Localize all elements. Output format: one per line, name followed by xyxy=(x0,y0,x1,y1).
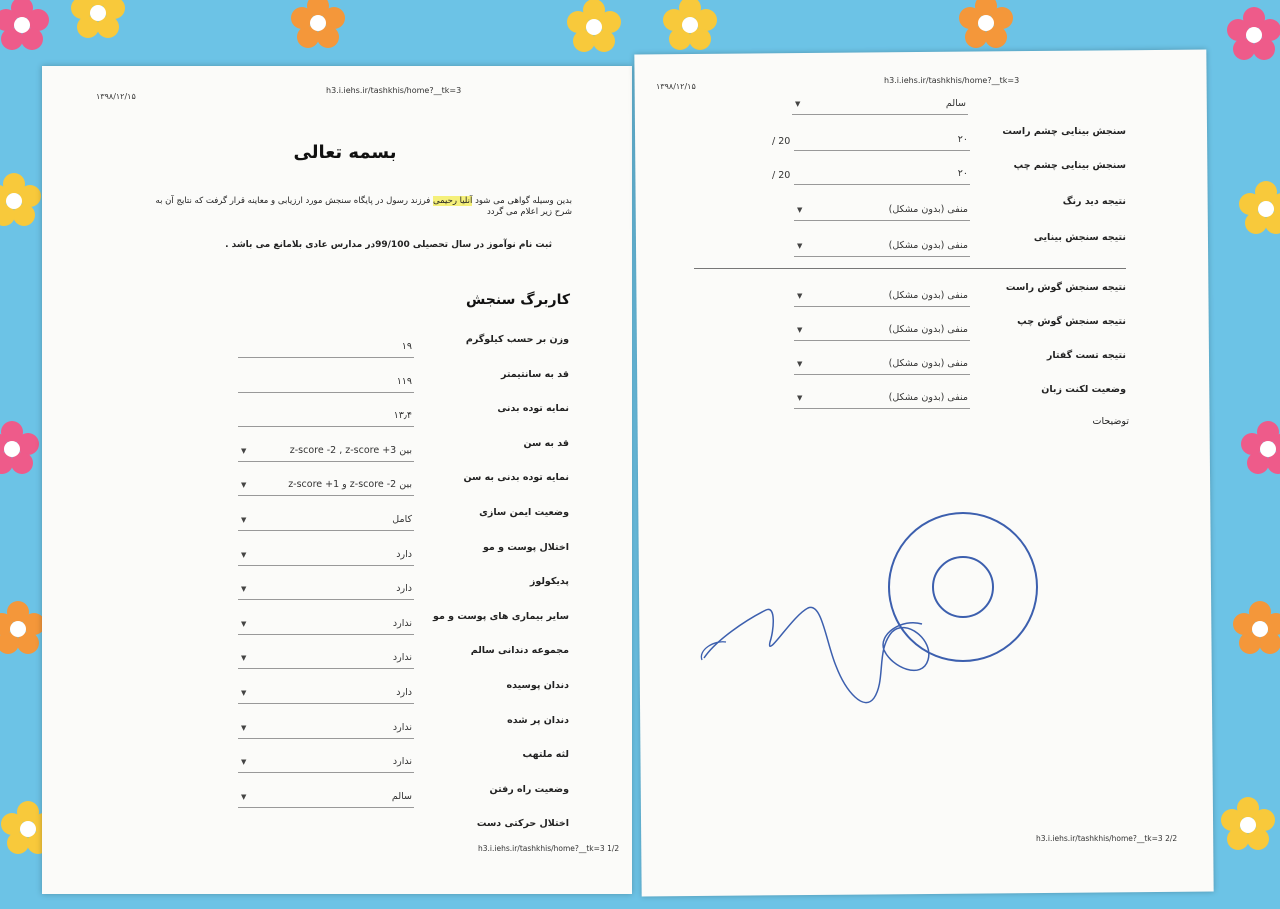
student-name: آنلیا رحیمی xyxy=(433,196,473,206)
chevron-down-icon: ▼ xyxy=(797,360,803,368)
field-label: مجموعه دندانی سالم xyxy=(470,645,569,657)
field-label: وضعیت راه رفتن xyxy=(489,783,569,795)
flower-decoration xyxy=(566,0,622,54)
field-input[interactable] xyxy=(238,787,414,808)
signature xyxy=(696,580,956,720)
field-label: نتیجه سنجش گوش راست xyxy=(1005,282,1126,293)
field-label: قد به سن xyxy=(523,437,569,449)
chevron-down-icon: ▼ xyxy=(241,481,247,490)
field-value: دارد xyxy=(396,583,412,595)
intro-after: فرزند رسول در پایگاه سنجش مورد ارزیابی و معاینه قرار گرفت که نتایج آن به شرح زیر اعلام می گردد xyxy=(155,196,572,217)
certificate-intro xyxy=(138,196,572,218)
chevron-down-icon: ▼ xyxy=(241,516,247,524)
field-label: لثه ملتهب xyxy=(522,749,569,761)
chevron-down-icon: ▼ xyxy=(797,292,803,300)
intro-before: بدین وسیله گواهی می شود xyxy=(475,196,572,206)
field-input[interactable] xyxy=(238,510,414,531)
field-input[interactable] xyxy=(794,320,970,341)
field-label: وضعیت لکنت زبان xyxy=(1041,384,1126,395)
field-value: دارد xyxy=(396,548,412,560)
flower-decoration xyxy=(1238,180,1280,236)
field-value: بین z-score -2 و z-score +1 xyxy=(288,479,412,491)
flower-decoration xyxy=(958,0,1014,50)
chevron-down-icon: ▼ xyxy=(241,619,247,628)
field-label: نتیجه سنجش بینایی xyxy=(1033,232,1126,243)
flower-decoration xyxy=(0,420,40,476)
chevron-down-icon: ▼ xyxy=(795,100,801,108)
field-label: اختلال حرکتی دست xyxy=(476,818,569,830)
acuity-unit: / 20 xyxy=(772,136,791,147)
field-input[interactable] xyxy=(794,388,970,409)
field-label: وضعیت ایمن سازی xyxy=(479,507,569,518)
top-dropdown[interactable] xyxy=(792,94,968,115)
left-header-url: h3.i.iehs.ir/tashkhis/home?__tk=3 xyxy=(326,86,462,95)
field-value: کامل xyxy=(392,514,412,525)
field-label: نتیجه دید رنگ xyxy=(1062,196,1126,207)
field-label: نتیجه سنجش گوش چپ xyxy=(1017,316,1126,327)
field-label: سنجش بینایی چشم چپ xyxy=(1013,160,1126,171)
field-input[interactable] xyxy=(238,614,414,635)
field-value: ۱۱۹ xyxy=(396,375,412,387)
chevron-down-icon: ▼ xyxy=(797,242,803,250)
field-value: ۱۳٫۴ xyxy=(393,410,412,422)
flower-decoration xyxy=(290,0,346,50)
field-value: ندارد xyxy=(392,617,412,629)
field-label: سنجش بینایی چشم راست xyxy=(1002,126,1126,137)
field-input[interactable] xyxy=(238,752,414,773)
field-value: منفی (بدون مشکل) xyxy=(888,392,968,403)
section-divider xyxy=(694,268,1126,269)
field-label: اختلال پوست و مو xyxy=(482,541,569,553)
field-value: منفی (بدون مشکل) xyxy=(888,204,968,215)
flower-decoration xyxy=(70,0,126,40)
right-date: ۱۳۹۸/۱۲/۱۵ xyxy=(656,82,696,91)
left-date: ۱۳۹۸/۱۲/۱۵ xyxy=(96,92,136,101)
chevron-down-icon: ▼ xyxy=(241,792,247,801)
flower-decoration xyxy=(0,600,46,656)
field-input[interactable] xyxy=(238,475,414,496)
field-label: دندان پوسیده xyxy=(506,680,569,691)
field-value: ۲۰ xyxy=(957,134,968,145)
flower-decoration xyxy=(0,172,42,228)
field-input[interactable] xyxy=(238,337,414,358)
section-title: کاربرگ سنجش xyxy=(466,292,570,308)
flower-decoration xyxy=(1226,6,1280,62)
field-label: قد به سانتیمتر xyxy=(500,368,569,380)
field-input[interactable] xyxy=(794,286,970,307)
field-input[interactable] xyxy=(794,200,970,221)
chevron-down-icon: ▼ xyxy=(797,206,803,214)
field-input[interactable] xyxy=(794,236,970,257)
top-dropdown-value: سالم xyxy=(945,98,966,109)
field-value: منفی (بدون مشکل) xyxy=(888,290,968,301)
field-input[interactable] xyxy=(238,683,414,704)
field-value: منفی (بدون مشکل) xyxy=(888,240,968,251)
field-input[interactable] xyxy=(238,372,414,393)
page-title: بسمه تعالی xyxy=(293,142,397,163)
right-footer: h3.i.iehs.ir/tashkhis/home?__tk=3 2/2 xyxy=(1036,834,1178,843)
right-header-url: h3.i.iehs.ir/tashkhis/home?__tk=3 xyxy=(884,76,1020,85)
registration-note: ثبت نام نوآموز در سال تحصیلی 99/100در مدارس عادی بلامانع می باشد . xyxy=(225,240,552,250)
chevron-down-icon: ▼ xyxy=(241,446,247,455)
field-value: ندارد xyxy=(392,721,412,733)
field-label: دندان پر شده xyxy=(507,714,569,726)
field-label: نمایه توده بدنی به سن xyxy=(463,472,569,484)
field-value: دارد xyxy=(396,687,412,698)
field-value: منفی (بدون مشکل) xyxy=(888,324,968,335)
flower-decoration xyxy=(1232,600,1280,656)
field-input[interactable] xyxy=(238,545,414,566)
field-input[interactable] xyxy=(794,130,970,151)
field-input[interactable] xyxy=(238,579,414,600)
field-value: بین z-score -2 , z-score +3 xyxy=(289,444,412,456)
chevron-down-icon: ▼ xyxy=(797,326,803,334)
chevron-down-icon: ▼ xyxy=(241,723,247,732)
field-input[interactable] xyxy=(794,354,970,375)
field-input[interactable] xyxy=(238,648,414,669)
chevron-down-icon: ▼ xyxy=(241,550,247,559)
field-value: ۲۰ xyxy=(957,168,968,179)
notes-label: توضیحات xyxy=(1092,416,1129,427)
field-input[interactable] xyxy=(794,164,970,185)
field-value: سالم xyxy=(391,790,412,802)
chevron-down-icon: ▼ xyxy=(241,689,247,697)
left-footer: h3.i.iehs.ir/tashkhis/home?__tk=3 1/2 xyxy=(478,844,620,853)
chevron-down-icon: ▼ xyxy=(241,654,247,663)
chevron-down-icon: ▼ xyxy=(241,585,247,594)
chevron-down-icon: ▼ xyxy=(797,394,803,402)
field-label: وزن بر حسب کیلوگرم xyxy=(465,334,569,345)
field-label: پدیکولوز xyxy=(529,576,569,588)
flower-decoration xyxy=(1240,420,1280,476)
field-value: ندارد xyxy=(392,756,412,768)
field-input[interactable] xyxy=(238,406,414,427)
field-value: ندارد xyxy=(392,652,412,664)
acuity-unit: / 20 xyxy=(772,170,791,181)
field-value: ۱۹ xyxy=(401,341,412,352)
flower-decoration xyxy=(0,0,50,52)
field-input[interactable] xyxy=(238,718,414,739)
flower-decoration xyxy=(662,0,718,52)
chevron-down-icon: ▼ xyxy=(241,758,247,767)
flower-decoration xyxy=(1220,796,1276,852)
field-label: سایر بیماری های پوست و مو xyxy=(432,610,569,622)
field-label: نمایه توده بدنی xyxy=(497,403,569,415)
field-label: نتیجه تست گفتار xyxy=(1046,350,1126,361)
field-value: منفی (بدون مشکل) xyxy=(888,358,968,369)
field-input[interactable] xyxy=(238,441,414,462)
